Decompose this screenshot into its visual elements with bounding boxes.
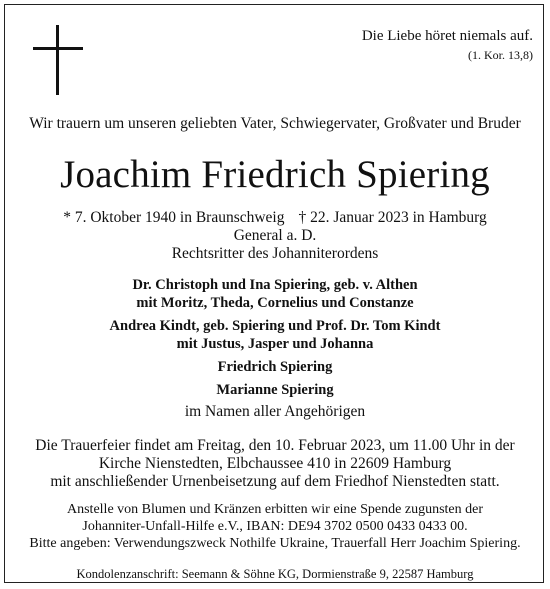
- mourner-line: mit Justus, Jasper und Johanna: [176, 336, 374, 352]
- mourner-group: [5, 276, 545, 312]
- funeral-service-info: [5, 437, 545, 491]
- deceased-name: Joachim Friedrich Spiering: [60, 153, 490, 196]
- service-line: mit anschließender Urnenbeisetzung auf dem Friedhof Nienstedten statt.: [50, 473, 500, 490]
- condolence-address: Kondolenzanschrift: Seemann & Söhne KG, Dormienstraße 9, 22587 Hamburg: [76, 567, 474, 581]
- donation-line: Bitte angeben: Verwendungszweck Nothilfe Ukraine, Trauerfall Herr Joachim Spiering.: [29, 536, 521, 551]
- on-behalf-text: im Namen aller Angehörigen: [184, 403, 366, 420]
- birth-date: * 7. Oktober 1940 in Braunschweig: [63, 209, 285, 226]
- life-dates: [5, 209, 545, 227]
- order-membership: Rechtsritter des Johanniterordens: [171, 245, 379, 262]
- mourner-group: [5, 381, 545, 399]
- service-line: Kirche Nienstedten, Elbchaussee 410 in 22609 Hamburg: [98, 455, 452, 472]
- mourners-list: [5, 276, 545, 404]
- mourner-line: Andrea Kindt, geb. Spiering und Prof. Dr. Tom Kindt: [109, 318, 441, 334]
- obituary-frame: [4, 4, 544, 583]
- military-rank: General a. D.: [233, 227, 317, 244]
- bible-quote: [362, 27, 533, 63]
- mourner-line: Friedrich Spiering: [217, 359, 333, 375]
- service-line: Die Trauerfeier findet am Freitag, den 10. Februar 2023, um 11.00 Uhr in der: [35, 437, 515, 454]
- mourner-line: Marianne Spiering: [216, 382, 334, 398]
- donation-info: [5, 501, 545, 552]
- death-date: † 22. Januar 2023 in Hamburg: [298, 209, 487, 226]
- mourner-group: [5, 317, 545, 353]
- cross-icon: [33, 25, 83, 95]
- quote-source: (1. Kor. 13,8): [468, 48, 533, 62]
- mourner-line: Dr. Christoph und Ina Spiering, geb. v. Althen: [132, 277, 418, 293]
- quote-text: Die Liebe höret niemals auf.: [361, 28, 533, 44]
- mourner-line: mit Moritz, Theda, Cornelius und Constanze: [136, 295, 414, 311]
- intro-text: Wir trauern um unseren geliebten Vater, Schwiegervater, Großvater und Bruder: [29, 115, 521, 132]
- donation-line: Anstelle von Blumen und Kränzen erbitten wir eine Spende zugunsten der: [67, 502, 483, 517]
- donation-line: Johanniter-Unfall-Hilfe e.V., IBAN: DE94 3702 0500 0433 0433 00.: [82, 519, 468, 534]
- mourner-group: [5, 358, 545, 376]
